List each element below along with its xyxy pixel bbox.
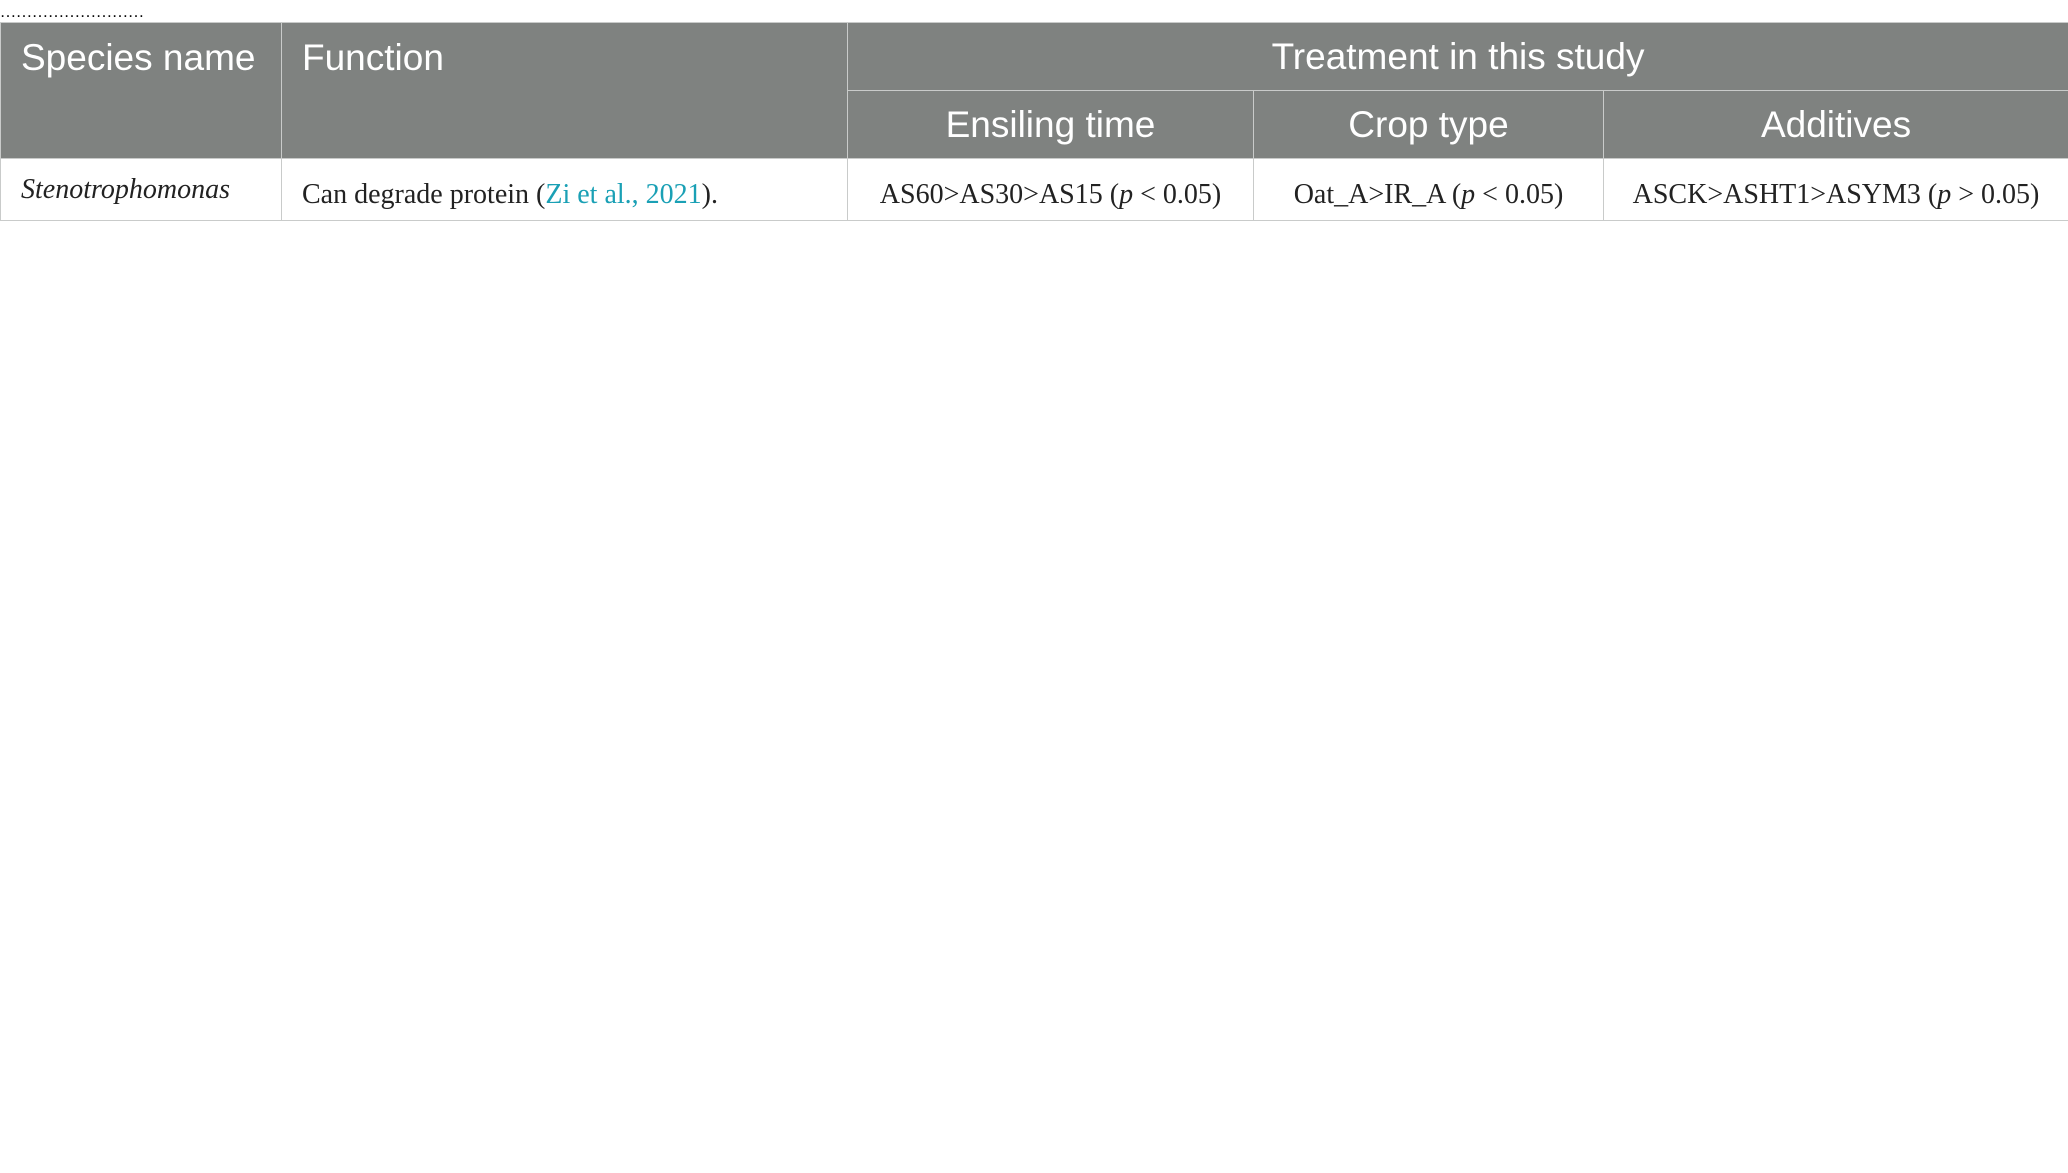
crop-p-value: < 0.05) (1475, 179, 1564, 210)
table-row (1, 615, 2068, 726)
table-row (1, 726, 2068, 787)
table-row (1, 393, 2068, 504)
table-row (1, 332, 2068, 393)
header-function: Function (282, 23, 848, 159)
header-species-name: Species name (1, 23, 282, 159)
table-body (1, 159, 2068, 1170)
table-row (1, 898, 2068, 1059)
ensiling-p-symbol: p (1119, 179, 1134, 210)
additives-p-symbol: p (1937, 179, 1952, 210)
table-row (1, 504, 2068, 615)
crop-p-symbol: p (1461, 179, 1476, 210)
crop-cell (1254, 159, 1604, 221)
table-row (1, 221, 2068, 332)
table-container: ……………………… Species name Function Treatment in this study Ensiling time Crop type Additives Stenotrophomonas Can degrade protein (Zi et al., 2021). AS60>AS30>AS15 (p < 0.05) Oat_A>IR_A (p < 0.05) ASCK>ASHT1>ASYM3 (p > 0.05) (0, 4, 2068, 1170)
crop-order: Oat_A>IR_A ( (1293, 179, 1462, 210)
reference-link[interactable]: Zi et al., 2021 (545, 179, 702, 210)
additives-p-value: > 0.05) (1951, 179, 2040, 210)
ensiling-p-value: < 0.05) (1133, 179, 1222, 210)
function-cell (282, 159, 848, 221)
function-text: Can degrade protein ( (302, 179, 546, 210)
additives-cell (1604, 159, 2068, 221)
header-additives: Additives (1604, 91, 2068, 159)
header-ensiling-time: Ensiling time (848, 91, 1254, 159)
ensiling-order: AS60>AS30>AS15 ( (879, 179, 1120, 210)
table-row (1, 1059, 2068, 1170)
table-row (1, 787, 2068, 898)
header-treatment: Treatment in this study (848, 23, 2068, 91)
species-cell: Stenotrophomonas (1, 159, 282, 221)
function-text-end: ). (701, 179, 718, 210)
ensiling-cell (848, 159, 1254, 221)
header-crop-type: Crop type (1254, 91, 1604, 159)
table-header (1, 23, 2068, 159)
additives-order: ASCK>ASHT1>ASYM3 ( (1632, 179, 1938, 210)
species-function-table (0, 22, 2068, 1170)
table-row (1, 159, 2068, 221)
